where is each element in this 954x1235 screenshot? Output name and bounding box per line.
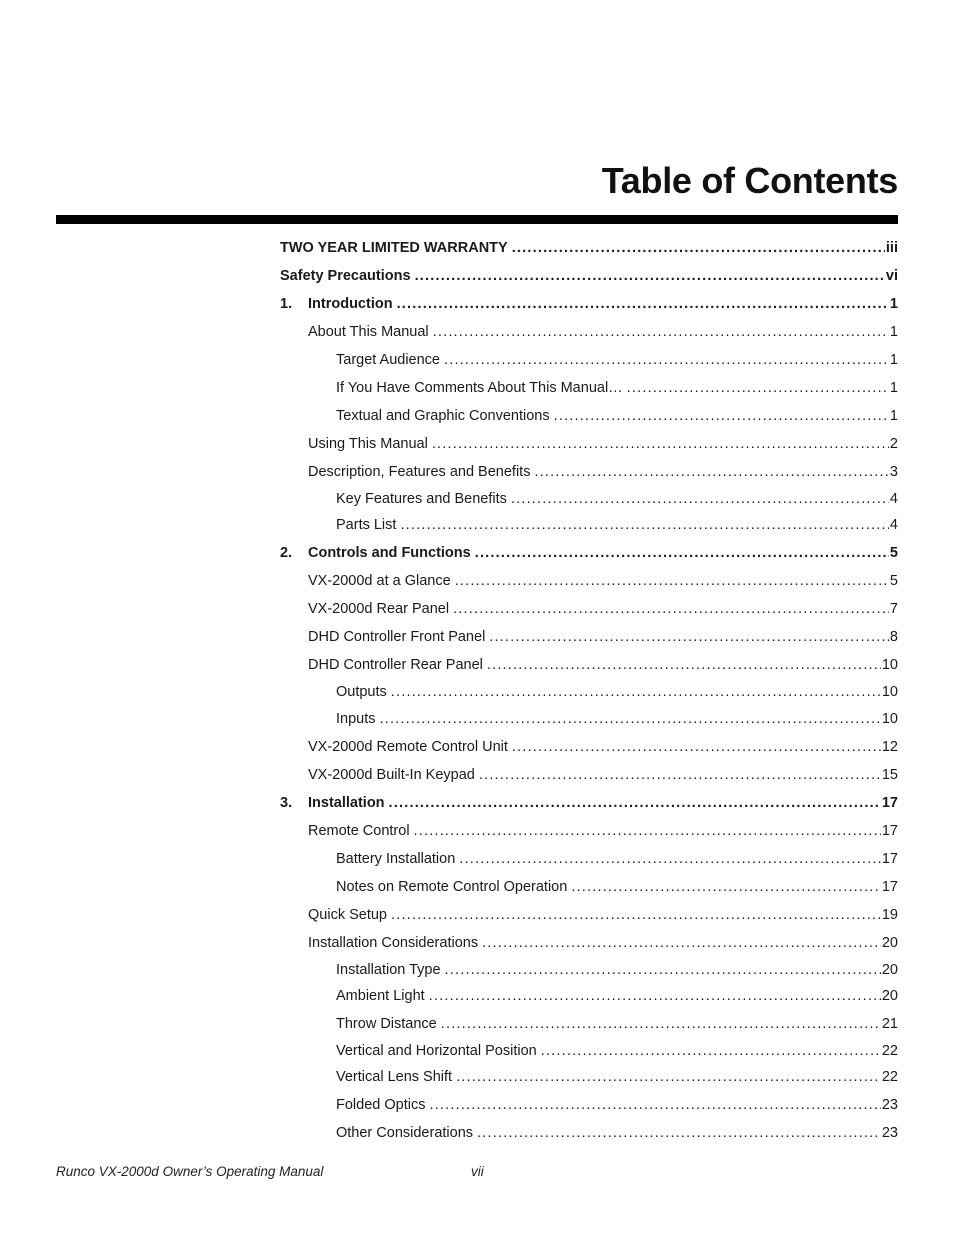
- toc-entry-page: 22: [881, 1069, 898, 1085]
- toc-entry-label: Notes on Remote Control Operation: [336, 879, 568, 895]
- toc-entry-label: Installation Considerations: [308, 935, 479, 951]
- toc-entry-label: Battery Installation: [336, 851, 456, 867]
- toc-entry[interactable]: [308, 933, 898, 953]
- toc-entry-page: 1: [889, 296, 898, 312]
- dot-leader: [482, 933, 881, 953]
- toc-entry-label: Safety Precautions: [280, 268, 411, 284]
- dot-leader: [415, 266, 885, 286]
- toc-entry[interactable]: [336, 350, 898, 370]
- toc-entry[interactable]: [280, 266, 898, 286]
- dot-leader: [397, 294, 889, 314]
- toc-entry-label: Parts List: [336, 517, 397, 533]
- toc-entry[interactable]: [308, 737, 898, 757]
- dot-leader: [433, 322, 889, 342]
- toc-entry[interactable]: [336, 378, 898, 398]
- toc-entry-label: Target Audience: [336, 352, 440, 368]
- toc-entry-label: If You Have Comments About This Manual…: [336, 380, 623, 396]
- dot-leader: [391, 905, 881, 925]
- toc-entry[interactable]: [336, 986, 898, 1006]
- dot-leader: [554, 406, 889, 426]
- toc-entry-label: Key Features and Benefits: [336, 491, 507, 507]
- toc-entry[interactable]: [280, 294, 898, 314]
- toc-entry-label: Outputs: [336, 684, 387, 700]
- toc-entry-label: VX-2000d Built-In Keypad: [308, 767, 475, 783]
- toc-entry-page: 4: [889, 491, 898, 507]
- footer-document-title: Runco VX-2000d Owner’s Operating Manual: [56, 1164, 324, 1179]
- toc-entry-page: 17: [881, 823, 898, 839]
- toc-entry-label: DHD Controller Rear Panel: [308, 657, 483, 673]
- dot-leader: [459, 849, 881, 869]
- toc-entry[interactable]: [308, 434, 898, 454]
- toc-entry-page: 10: [881, 711, 898, 727]
- dot-leader: [511, 489, 889, 509]
- toc-entry-label: Installation Type: [336, 962, 441, 978]
- toc-entry-label: TWO YEAR LIMITED WARRANTY: [280, 240, 508, 256]
- toc-entry[interactable]: [308, 905, 898, 925]
- toc-entry-page: 4: [889, 517, 898, 533]
- dot-leader: [432, 434, 889, 454]
- toc-entry-number: 1.: [280, 296, 293, 312]
- toc-entry[interactable]: [336, 709, 898, 729]
- dot-leader: [541, 1041, 881, 1061]
- toc-entry[interactable]: [280, 238, 898, 258]
- toc-entry-page: 20: [881, 935, 898, 951]
- dot-leader: [627, 378, 889, 398]
- toc-entry-page: 20: [881, 962, 898, 978]
- dot-leader: [389, 793, 881, 813]
- toc-entry-page: 1: [889, 352, 898, 368]
- dot-leader: [512, 238, 885, 258]
- toc-entry[interactable]: [308, 571, 898, 591]
- toc-entry-number: 2.: [280, 545, 293, 561]
- toc-entry-page: 1: [889, 324, 898, 340]
- toc-entry-label: Vertical and Horizontal Position: [336, 1043, 537, 1059]
- toc-entry-page: 17: [881, 851, 898, 867]
- toc-entry-label: Description, Features and Benefits: [308, 464, 531, 480]
- title-rule: [56, 215, 898, 224]
- toc-entry-label: Inputs: [336, 711, 376, 727]
- toc-entry-label: VX-2000d Rear Panel: [308, 601, 450, 617]
- toc-entry-page: 2: [889, 436, 898, 452]
- toc-entry-label: About This Manual: [308, 324, 429, 340]
- toc-entry-page: 8: [889, 629, 898, 645]
- toc-entry-label: Introduction: [308, 296, 393, 312]
- toc-entry[interactable]: [336, 1041, 898, 1061]
- toc-entry-page: 1: [889, 380, 898, 396]
- toc-entry[interactable]: [336, 1123, 898, 1143]
- toc-entry-label: Vertical Lens Shift: [336, 1069, 453, 1085]
- footer-page-number: vii: [471, 1164, 484, 1179]
- toc-entry-page: 10: [881, 684, 898, 700]
- toc-entry[interactable]: [308, 599, 898, 619]
- toc-entry[interactable]: [308, 821, 898, 841]
- toc-entry-page: 23: [881, 1097, 898, 1113]
- toc-entry-page: 3: [889, 464, 898, 480]
- toc-entry[interactable]: [336, 849, 898, 869]
- toc-entry[interactable]: [280, 793, 898, 813]
- toc-entry-page: 22: [881, 1043, 898, 1059]
- toc-entry-label: Folded Optics: [336, 1097, 426, 1113]
- dot-leader: [441, 1014, 881, 1034]
- dot-leader: [453, 599, 889, 619]
- toc-entry[interactable]: [308, 765, 898, 785]
- dot-leader: [456, 1067, 881, 1087]
- dot-leader: [475, 543, 889, 563]
- toc-entry-label: Remote Control: [308, 823, 410, 839]
- dot-leader: [489, 627, 889, 647]
- toc-entry[interactable]: [336, 489, 898, 509]
- toc-entry-page: vi: [885, 268, 898, 284]
- toc-entry-label: Controls and Functions: [308, 545, 471, 561]
- dot-leader: [477, 1123, 881, 1143]
- dot-leader: [534, 462, 888, 482]
- toc-entry[interactable]: [336, 406, 898, 426]
- toc-entry-label: Throw Distance: [336, 1016, 437, 1032]
- toc-entry-label: Ambient Light: [336, 988, 425, 1004]
- page-title: Table of Contents: [601, 160, 898, 201]
- toc-entry-page: 19: [881, 907, 898, 923]
- toc-entry-page: 23: [881, 1125, 898, 1141]
- toc-entry-page: 10: [881, 657, 898, 673]
- toc-entry-number: 3.: [280, 795, 293, 811]
- dot-leader: [429, 986, 881, 1006]
- dot-leader: [455, 571, 889, 591]
- dot-leader: [445, 960, 881, 980]
- dot-leader: [512, 737, 881, 757]
- toc-entry-page: iii: [885, 240, 898, 256]
- toc-entry-page: 7: [889, 601, 898, 617]
- toc-entry-page: 21: [881, 1016, 898, 1032]
- toc-entry[interactable]: [308, 322, 898, 342]
- dot-leader: [400, 515, 888, 535]
- dot-leader: [429, 1095, 880, 1115]
- dot-leader: [479, 765, 881, 785]
- dot-leader: [380, 709, 881, 729]
- toc-entry[interactable]: [336, 1095, 898, 1115]
- toc-entry-label: VX-2000d at a Glance: [308, 573, 451, 589]
- toc-entry-page: 15: [881, 767, 898, 783]
- toc-entry-label: Other Considerations: [336, 1125, 474, 1141]
- toc-entry-label: DHD Controller Front Panel: [308, 629, 486, 645]
- toc-entry[interactable]: [336, 1067, 898, 1087]
- toc-entry[interactable]: [336, 877, 898, 897]
- toc-entry-label: Textual and Graphic Conventions: [336, 408, 550, 424]
- toc-entry-page: 5: [889, 545, 898, 561]
- toc-entry[interactable]: [280, 543, 898, 563]
- dot-leader: [391, 682, 881, 702]
- dot-leader: [487, 655, 881, 675]
- toc-entry[interactable]: [336, 1014, 898, 1034]
- toc-entry-label: Quick Setup: [308, 907, 387, 923]
- toc-entry[interactable]: [336, 515, 898, 535]
- toc-entry[interactable]: [308, 462, 898, 482]
- toc-entry-page: 17: [881, 795, 898, 811]
- toc-entry-label: VX-2000d Remote Control Unit: [308, 739, 508, 755]
- toc-entry-label: Using This Manual: [308, 436, 428, 452]
- toc-entry[interactable]: [336, 960, 898, 980]
- toc-entry-label: Installation: [308, 795, 385, 811]
- dot-leader: [571, 877, 881, 897]
- toc-entry-page: 1: [889, 408, 898, 424]
- toc-entry-page: 20: [881, 988, 898, 1004]
- toc-entry[interactable]: [336, 682, 898, 702]
- toc-entry[interactable]: [308, 627, 898, 647]
- dot-leader: [444, 350, 889, 370]
- toc-entry-page: 5: [889, 573, 898, 589]
- toc-entry-page: 12: [881, 739, 898, 755]
- toc-entry-page: 17: [881, 879, 898, 895]
- dot-leader: [414, 821, 881, 841]
- toc-entry[interactable]: [308, 655, 898, 675]
